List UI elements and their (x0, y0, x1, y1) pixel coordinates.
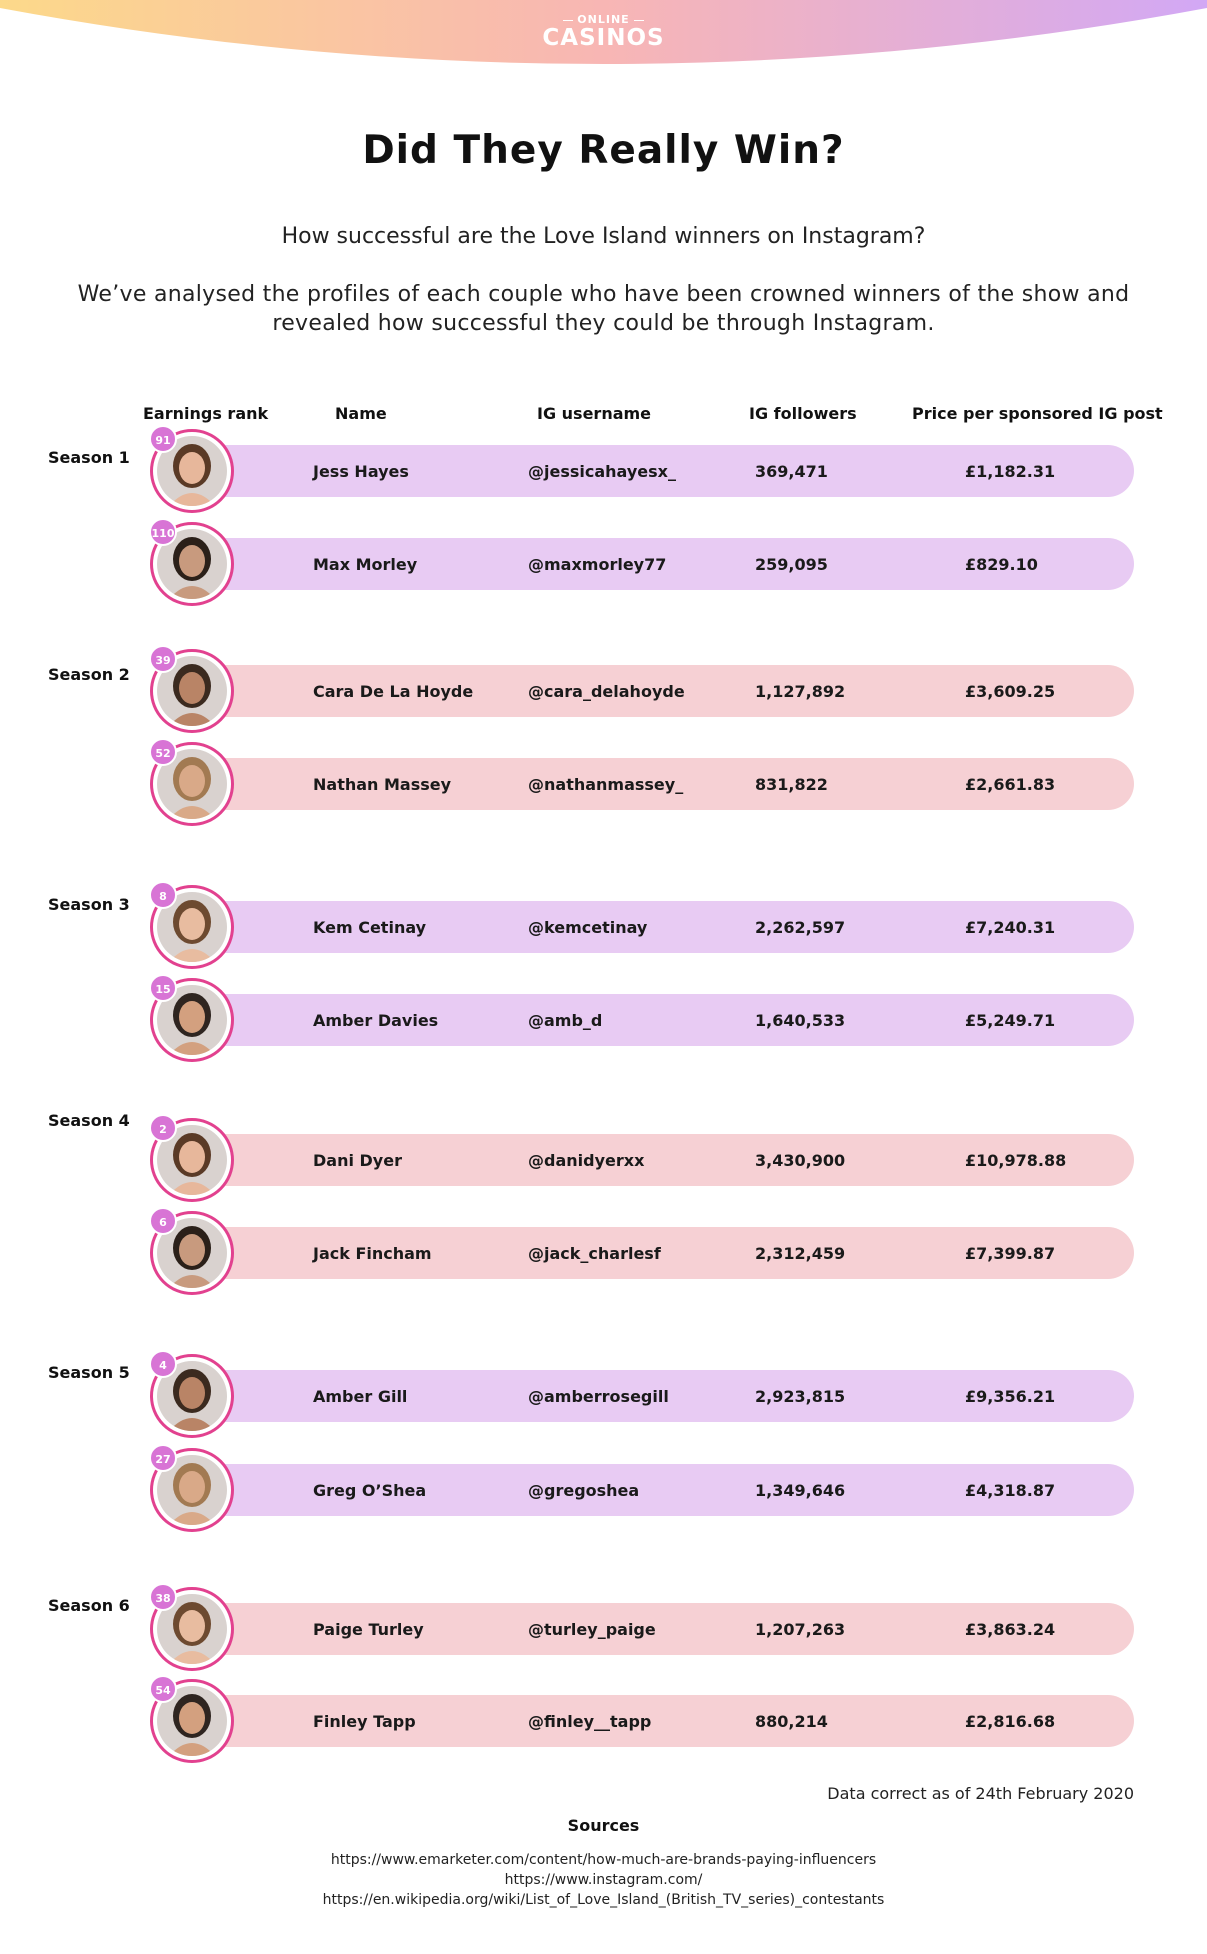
ig-followers: 831,822 (755, 775, 828, 794)
sources-heading: Sources (567, 1816, 640, 1835)
sponsored-post-price: £2,661.83 (965, 775, 1056, 794)
intro-text: We’ve analysed the profiles of each couple who have been crowned winners of the show and revealed how successful they could be through Instagram. (77, 282, 1130, 336)
earnings-rank-badge: 27 (149, 1444, 177, 1472)
sponsored-post-price: £3,863.24 (965, 1620, 1056, 1639)
season-label: Season 4 (48, 1111, 130, 1130)
ig-username[interactable]: @gregoshea (528, 1481, 640, 1500)
contestant-row (0, 1675, 1207, 1765)
earnings-rank-badge: 52 (149, 738, 177, 766)
source-link[interactable]: https://www.instagram.com/ (504, 1872, 703, 1888)
page-subtitle: How successful are the Love Island winners on Instagram? (281, 224, 926, 249)
ig-username[interactable]: @cara_delahoyde (528, 682, 685, 701)
earnings-rank-badge: 39 (149, 645, 177, 673)
logo-main-text: CASINOS (542, 25, 665, 51)
ig-followers: 3,430,900 (755, 1151, 846, 1170)
season-label: Season 3 (48, 895, 130, 914)
contestant-name: Jack Fincham (313, 1244, 432, 1263)
ig-followers: 1,207,263 (755, 1620, 846, 1639)
ig-username[interactable]: @amberrosegill (528, 1387, 669, 1406)
contestant-name: Jess Hayes (313, 462, 409, 481)
ig-username[interactable]: @amb_d (528, 1011, 603, 1030)
sponsored-post-price: £5,249.71 (965, 1011, 1056, 1030)
contestant-name: Nathan Massey (313, 775, 452, 794)
contestant-name: Greg O’Shea (313, 1481, 427, 1500)
source-link[interactable]: https://www.emarketer.com/content/how-much-are-brands-paying-influencers (330, 1852, 877, 1868)
season-label: Season 1 (48, 448, 130, 467)
data-date-note: Data correct as of 24th February 2020 (827, 1784, 1134, 1803)
column-header-rank: Earnings rank (143, 404, 269, 423)
sponsored-post-price: £7,399.87 (965, 1244, 1056, 1263)
ig-followers: 1,349,646 (755, 1481, 846, 1500)
contestant-name: Kem Cetinay (313, 918, 427, 937)
sponsored-post-price: £3,609.25 (965, 682, 1056, 701)
ig-followers: 1,640,533 (755, 1011, 846, 1030)
earnings-rank-badge: 4 (149, 1350, 177, 1378)
contestant-name: Amber Davies (313, 1011, 439, 1030)
ig-username[interactable]: @maxmorley77 (528, 555, 667, 574)
contestant-name: Dani Dyer (313, 1151, 402, 1170)
ig-username[interactable]: @danidyerxx (528, 1151, 645, 1170)
logo-top-text: ONLINE (577, 13, 630, 26)
ig-followers: 2,312,459 (755, 1244, 846, 1263)
contestant-row (0, 1350, 1207, 1440)
sponsored-post-price: £829.10 (965, 555, 1038, 574)
earnings-rank-badge: 91 (149, 425, 177, 453)
earnings-rank-badge: 6 (149, 1207, 177, 1235)
ig-username[interactable]: @nathanmassey_ (528, 775, 684, 794)
ig-followers: 2,262,597 (755, 918, 846, 937)
column-header-price: Price per sponsored IG post (912, 404, 1163, 423)
source-link[interactable]: https://en.wikipedia.org/wiki/List_of_Love_Island_(British_TV_series)_contestants (322, 1892, 885, 1908)
season-label: Season 6 (48, 1596, 130, 1615)
ig-followers: 369,471 (755, 462, 828, 481)
brand-logo[interactable] (0, 13, 1207, 50)
earnings-rank-badge: 8 (149, 881, 177, 909)
contestant-row (0, 1583, 1207, 1673)
ig-username[interactable]: @turley_paige (528, 1620, 656, 1639)
ig-followers: 1,127,892 (755, 682, 846, 701)
contestant-row (0, 518, 1207, 608)
ig-followers: 880,214 (755, 1712, 828, 1731)
ig-followers: 259,095 (755, 555, 828, 574)
earnings-rank-badge: 2 (149, 1114, 177, 1142)
ig-username[interactable]: @jessicahayesx_ (528, 462, 676, 481)
season-label: Season 2 (48, 665, 130, 684)
contestant-name: Cara De La Hoyde (313, 682, 474, 701)
contestant-row (0, 738, 1207, 828)
contestant-row (0, 1114, 1207, 1204)
ig-username[interactable]: @kemcetinay (528, 918, 648, 937)
earnings-rank-badge: 38 (149, 1583, 177, 1611)
contestant-row (0, 1207, 1207, 1297)
sponsored-post-price: £1,182.31 (965, 462, 1056, 481)
sponsored-post-price: £7,240.31 (965, 918, 1056, 937)
contestant-row (0, 881, 1207, 971)
contestant-name: Paige Turley (313, 1620, 424, 1639)
column-header-followers: IG followers (749, 404, 857, 423)
ig-username[interactable]: @jack_charlesf (528, 1244, 661, 1263)
ig-followers: 2,923,815 (755, 1387, 846, 1406)
sponsored-post-price: £2,816.68 (965, 1712, 1056, 1731)
contestant-name: Max Morley (313, 555, 418, 574)
contestant-row (0, 425, 1207, 515)
page-title: Did They Really Win? (362, 128, 845, 173)
contestant-row (0, 645, 1207, 735)
earnings-rank-badge: 54 (149, 1675, 177, 1703)
contestant-row (0, 1444, 1207, 1534)
contestant-name: Amber Gill (313, 1387, 408, 1406)
sponsored-post-price: £9,356.21 (965, 1387, 1056, 1406)
column-header-username: IG username (537, 404, 652, 423)
season-label: Season 5 (48, 1363, 130, 1382)
contestant-name: Finley Tapp (313, 1712, 416, 1731)
column-header-name: Name (335, 404, 387, 423)
sponsored-post-price: £10,978.88 (965, 1151, 1067, 1170)
ig-username[interactable]: @finley__tapp (528, 1712, 652, 1731)
contestant-row (0, 974, 1207, 1064)
earnings-rank-badge: 110 (149, 518, 177, 546)
earnings-rank-badge: 15 (149, 974, 177, 1002)
sponsored-post-price: £4,318.87 (965, 1481, 1056, 1500)
